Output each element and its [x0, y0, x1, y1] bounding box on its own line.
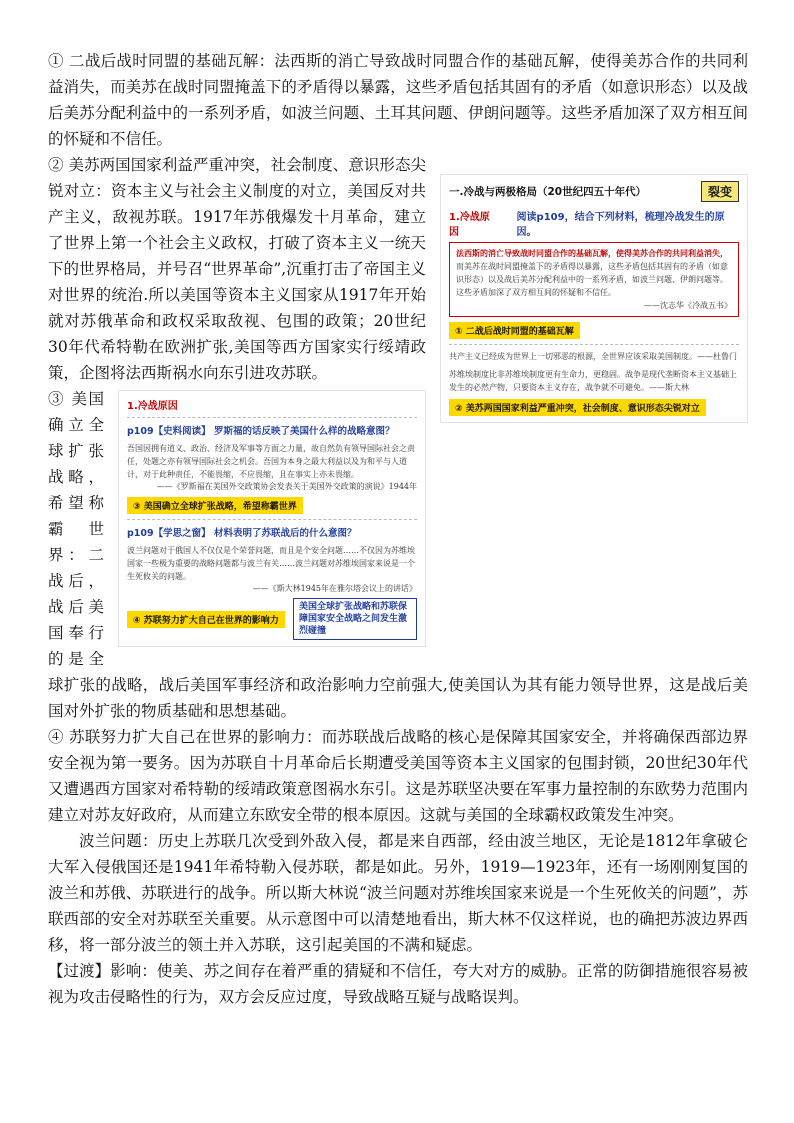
- divider: [127, 417, 417, 418]
- paragraph-5: 波兰问题：历史上苏联几次受到外敌入侵，都是来自西部，经由波兰地区，无论是1812年拿破仑大军入侵俄国还是1941年希特勒入侵苏联，都是如此。另外，1919—1923年，还有一场刚刚复国的波兰和苏俄、苏联进行的战争。所以斯大林说“波兰问题对苏维埃国家来说是一个生死攸关的问题”，苏联西部的安全对苏联至关重要。从示意图中可以清楚地看出，斯大林不仅这样说，也的确把苏波边界西移，将一部分波兰的领土并入苏联，这引起美国的不满和疑虑。: [48, 832, 748, 954]
- paragraph-6-text: 影响：使美、苏之间存在着严重的猜疑和不信任，夸大对方的威胁。正常的防御措施很容易被视为攻击侵略性的行为，双方会反应过度，导致战略互疑与战略误判。: [48, 962, 748, 1006]
- divider: [127, 519, 417, 520]
- paragraph-4: ④ 苏联努力扩大自己在世界的影响力：而苏联战后战略的核心是保障其国家安全，并将确保西部边界安全视为第一要务。因为苏联自十月革命后长期遭受美国等资本主义国家的包围封锁，20世纪30年代又遭遇西方国家对希特勒的绥靖政策意图祸水东引。这是苏联坚决要在军事力量控制的东欧势力范围内建立对苏友好政府，从而建立东欧安全带的根本原因。这就与美国的全球霸权政策发生冲突。: [48, 728, 748, 824]
- point-2-label: ② 美苏两国国家利益严重冲突，社会制度、意识形态尖锐对立: [449, 399, 706, 416]
- quote-highlight: 法西斯的消亡导致战时同盟合作的基础瓦解，使得美苏合作的共同利益消失，: [456, 248, 728, 258]
- slide-section: 1.冷战原因: [449, 212, 490, 238]
- question-2-text: 材料表明了苏联战后的什么意图？: [213, 528, 357, 539]
- question-1-label: p109【史料阅读】: [127, 426, 211, 437]
- paragraph-3: ③ 美国确立全球扩张战略，希望称霸世界：二战后，战后美国奉行的是全球扩张的战略，战后美国军事经济和政治影响力空前强大,使美国认为其有能力领导世界，这是战后美国对外扩张的物质基础和思想基础。: [48, 390, 748, 720]
- point-4-label: ④ 苏联努力扩大自己在世界的影响力: [127, 611, 285, 628]
- quote-box: [449, 242, 739, 317]
- point-3-label: ③ 美国确立全球扩张战略，希望称霸世界: [127, 497, 303, 514]
- roosevelt-source: ——《罗斯福在美国外交政策协会发表关于美国外交政策的演说》1944年: [156, 482, 417, 491]
- slide-cold-war-causes-2: [118, 390, 426, 647]
- stalin-yalta-source: ——《斯大林1945年在雅尔塔会议上的讲话》: [252, 584, 417, 593]
- question-1: [127, 423, 417, 437]
- quote-text: 而美苏在战时同盟掩盖下的矛盾得以暴露，这些矛盾包括其固有的矛盾（如意识形态）以及战后美苏分配利益中的一系列矛盾，如波兰问题、伊朗问题等。这些矛盾加深了双方相互间的怀疑和不信任。: [456, 262, 728, 297]
- paragraph-1: ① 二战后战时同盟的基础瓦解：法西斯的消亡导致战时同盟合作的基础瓦解，使得美苏合作的共同利益消失，而美苏在战时同盟掩盖下的矛盾得以暴露，这些矛盾包括其固有的矛盾（如意识形态）以及战后美苏分配利益中的一系列矛盾，如波兰问题、土耳其问题、伊朗问题等。这些矛盾加深了双方相互间的怀疑和不信任。: [48, 52, 748, 148]
- truman-quote: 共产主义已经成为世界上一切邪恶的根源，全世界应该采取美国制度。——杜鲁门: [449, 352, 737, 361]
- stalin-yalta-quote: 波兰问题对于俄国人不仅仅是个荣誉问题，而且是个安全问题……不仅因为苏维埃国家一些极为重要的战略问题都与波兰有关……波兰问题对苏维埃国家来说是一个生死攸关的问题。: [127, 546, 415, 581]
- slide-instruction: 阅读p109，结合下列材料，梳理冷战发生的原因。: [516, 212, 725, 238]
- question-1-text: 罗斯福的话反映了美国什么样的战略意图？: [213, 426, 395, 437]
- transition-label: 【过渡】: [48, 962, 111, 980]
- paragraph-6: [48, 958, 748, 1010]
- point-1-label: ① 二战后战时同盟的基础瓦解: [449, 322, 580, 339]
- question-2-label: p109【学思之窗】: [127, 528, 211, 539]
- paragraph-2: ② 美苏两国国家利益严重冲突，社会制度、意识形态尖锐对立：资本主义与社会主义制度的对立，美国反对共产主义，敌视苏联。1917年苏俄爆发十月革命，建立了世界上第一个社会主义政权，打破了资本主义一统天下的世界格局，并号召“世界革命”,沉重打击了帝国主义对世界的统治.所以美国等资本主义国家从1917年开始就对苏俄革命和政权采取敌视、包围的政策；20世纪30年代希特勒在欧洲扩张,美国等西方国家实行绥靖政策，企图将法西斯祸水向东引进攻苏联。: [48, 156, 426, 382]
- question-2: [127, 525, 417, 539]
- section-2-3-4: [48, 152, 748, 828]
- quote-source: ——沈志华《冷战五书》: [644, 301, 732, 310]
- slide2-section: 1.冷战原因: [127, 401, 178, 412]
- roosevelt-quote: 吾国因拥有道义、政治、经济及军事等方面之力量，故自然负有领导国际社会之责任，处题之亦有领导国际社会之机会。吾国为本身之最大利益以及为和平与人道计，对于此种责任，不能畏缩，不应畏缩，且在事实上亦未畏缩。: [127, 444, 415, 479]
- stalin-quote: 苏维埃制度比非苏维埃制度更有生命力，更稳固。战争是现代垄断资本主义基础上发生的必然产物，只要资本主义存在，战争就不可避免。——斯大林: [449, 370, 737, 392]
- slide-cold-war-causes-1: [440, 174, 748, 423]
- divider: [449, 344, 739, 345]
- conclusion-box: 美国全球扩张战略和苏联保障国家安全战略之间发生激烈碰撞: [293, 598, 417, 640]
- slide-heading: 一.冷战与两极格局（20世纪四五十年代）: [449, 186, 647, 198]
- document-page: [48, 48, 748, 1010]
- slide-tag: 裂变: [701, 181, 739, 202]
